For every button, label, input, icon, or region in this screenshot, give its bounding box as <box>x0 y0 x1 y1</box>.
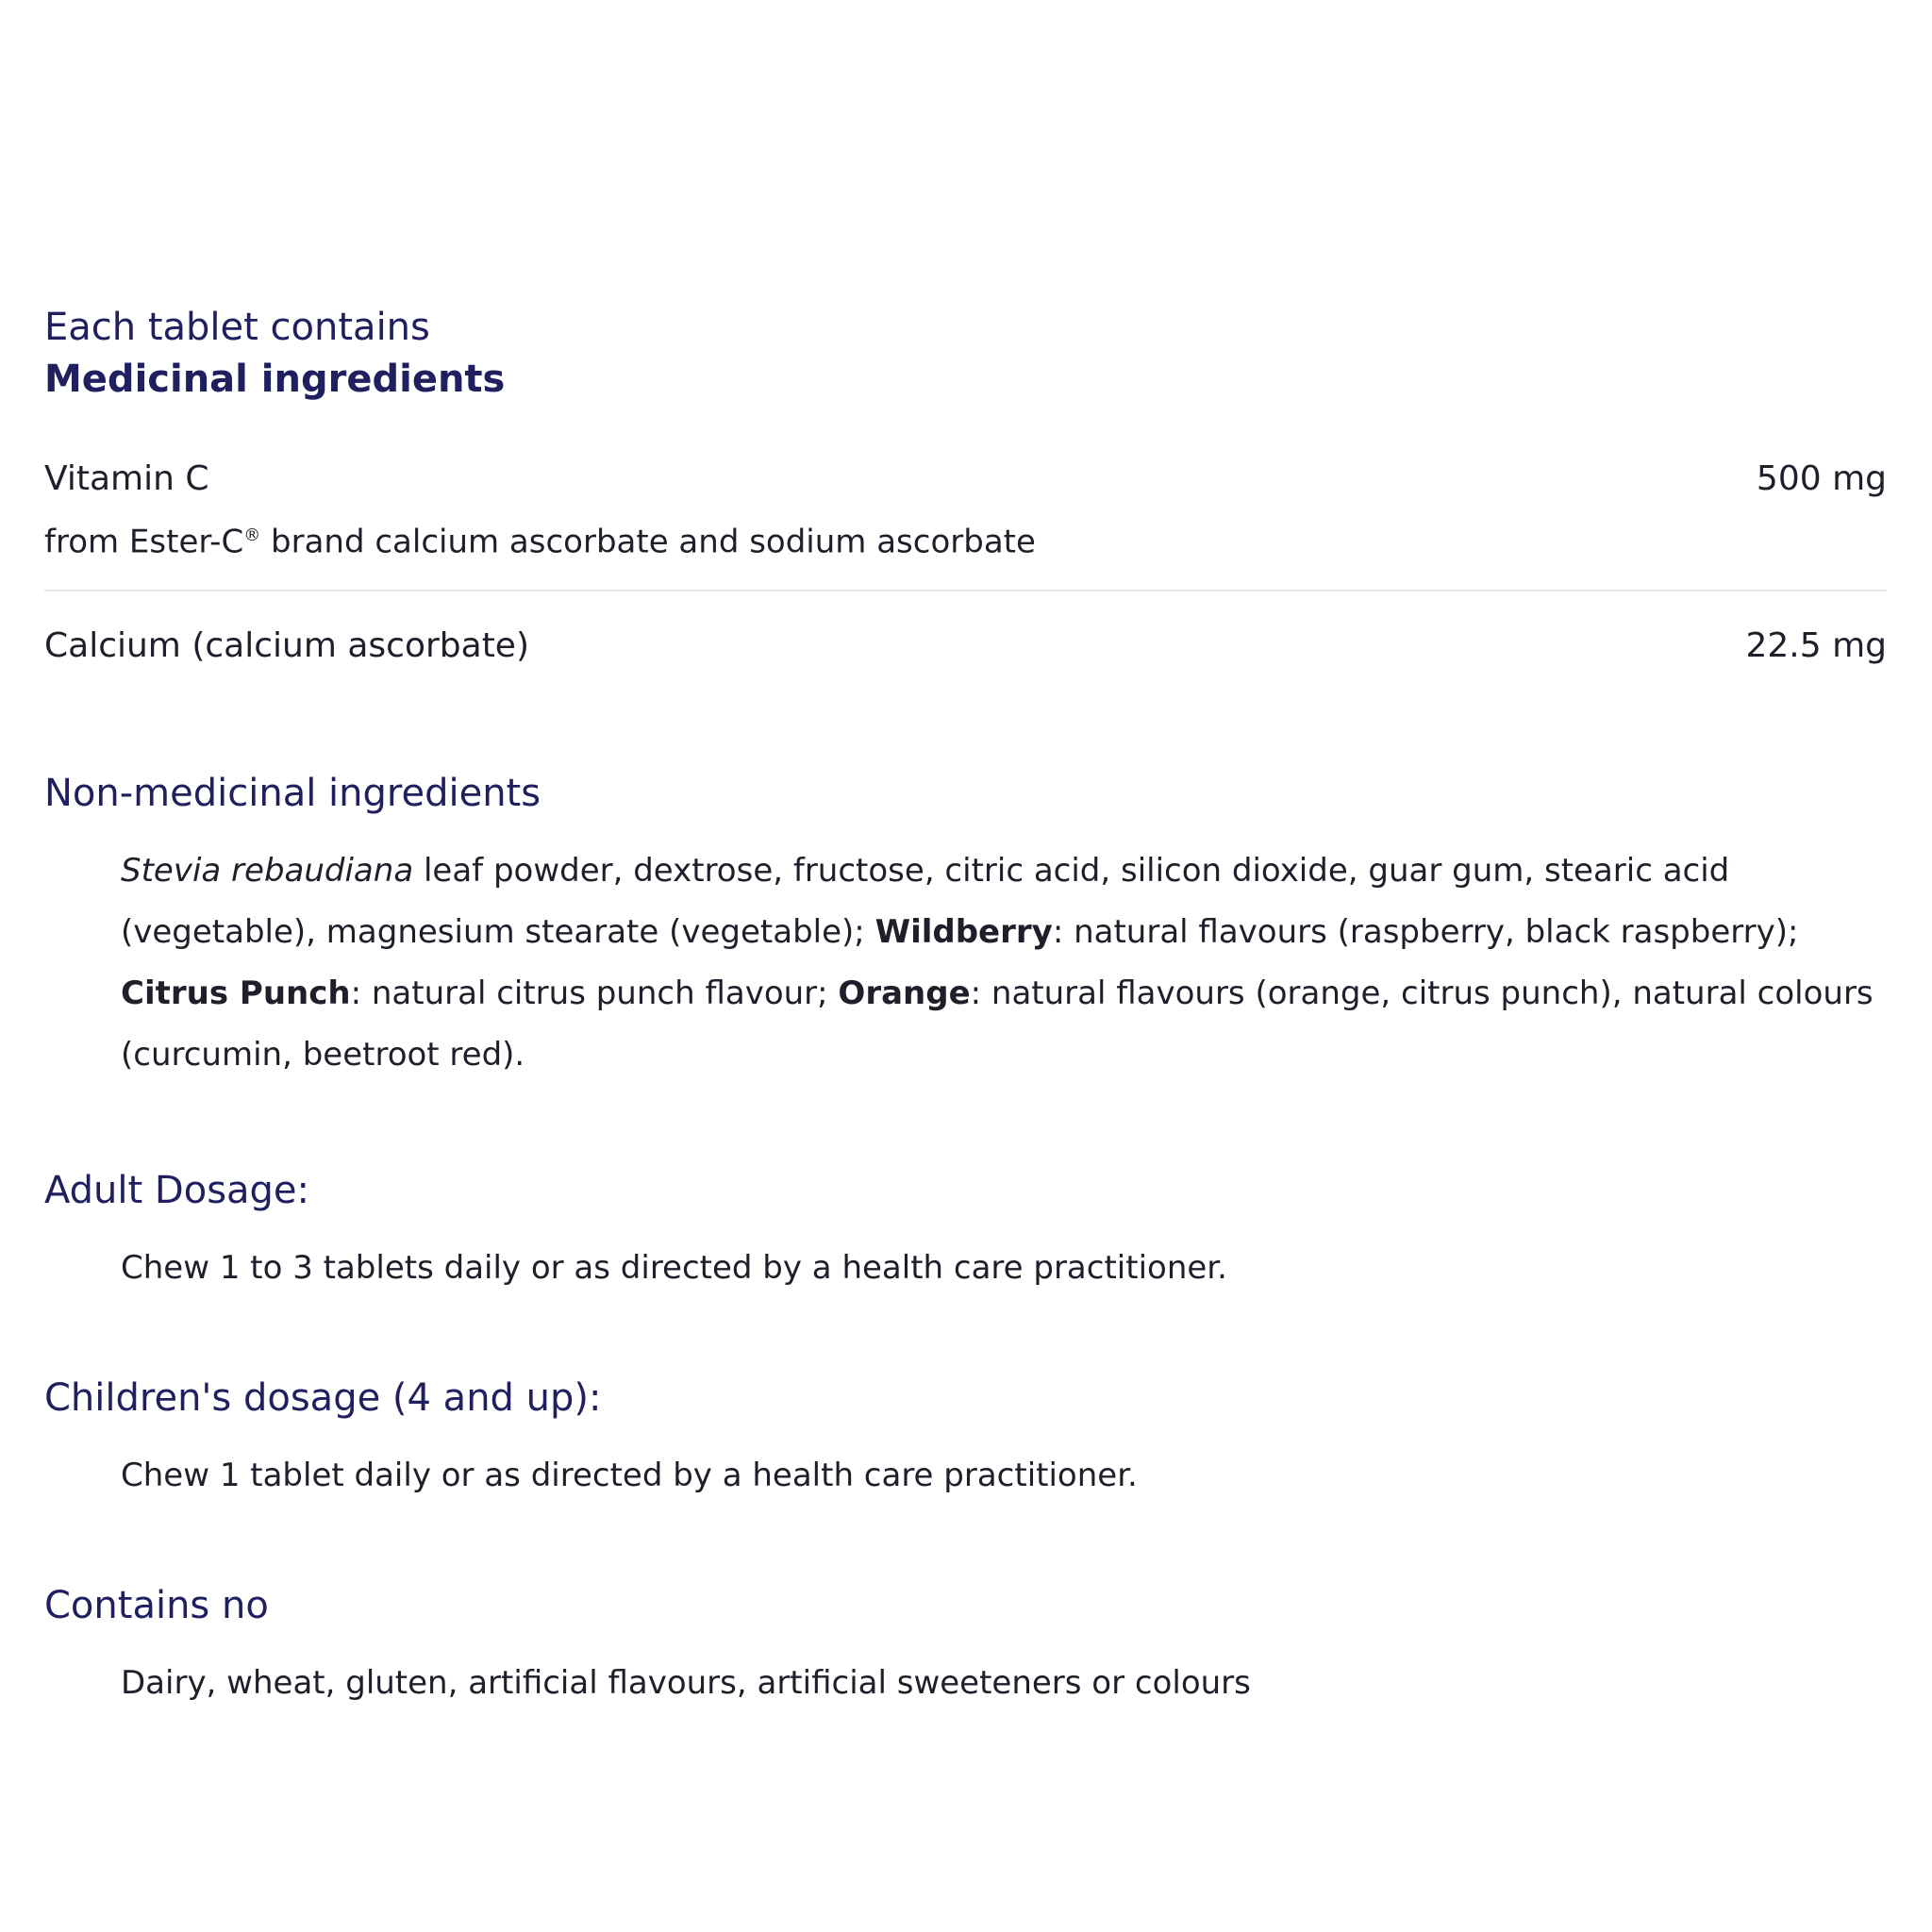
source-suffix: brand calcium ascorbate and sodium ascorbate <box>260 523 1036 561</box>
ingredient-row-vitamin-c <box>44 453 1887 505</box>
adult-dosage-section <box>44 1165 1887 1299</box>
children-dosage-section <box>44 1373 1887 1507</box>
ingredient-name: Calcium (calcium ascorbate) <box>44 626 530 666</box>
citrus-punch-label: Citrus Punch <box>121 974 351 1013</box>
wildberry-text: : natural flavours (raspberry, black raspberry); <box>1052 913 1799 952</box>
divider <box>44 590 1887 591</box>
adult-dosage-text: Chew 1 to 3 tablets daily or as directed by a health care practitioner. <box>121 1249 1227 1288</box>
contains-no-section <box>44 1580 1887 1714</box>
orange-text: : natural flavours (orange, citrus punch), natural colours (curcumin, beetroot red). <box>121 974 1874 1074</box>
ingredient-name: Vitamin C <box>44 459 209 498</box>
wildberry-label: Wildberry <box>874 913 1053 952</box>
product-info <box>44 302 1887 1714</box>
children-dosage-text: Chew 1 tablet daily or as directed by a health care practitioner. <box>121 1457 1138 1495</box>
source-prefix: from Ester-C <box>44 523 244 561</box>
non-medicinal-part1: leaf powder, dextrose, fructose, citric acid, silicon dioxide, guar gum, stearic acid (vegetable), magnesium stearate (vegetable); <box>121 852 1730 952</box>
adult-dosage-heading: Adult Dosage: <box>44 1169 310 1213</box>
non-medicinal-text <box>44 841 1887 1086</box>
contains-no-text: Dairy, wheat, gluten, artificial flavours, artificial sweeteners or colours <box>121 1664 1251 1703</box>
non-medicinal-section <box>44 768 1887 1086</box>
ingredient-amount: 500 mg <box>1756 459 1887 498</box>
citrus-punch-text: : natural citrus punch flavour; <box>350 974 839 1013</box>
orange-label: Orange <box>838 974 971 1013</box>
ingredient-amount: 22.5 mg <box>1745 626 1887 666</box>
medicinal-ingredients-heading: Medicinal ingredients <box>44 358 506 401</box>
each-tablet-heading: Each tablet contains <box>44 306 430 349</box>
stevia-name: Stevia rebaudiana <box>121 852 414 891</box>
non-medicinal-heading: Non-medicinal ingredients <box>44 772 541 816</box>
children-dosage-heading: Children's dosage (4 and up): <box>44 1376 602 1421</box>
ingredient-source <box>44 514 1887 563</box>
registered-mark: ® <box>243 525 261 545</box>
contains-no-heading: Contains no <box>44 1584 269 1628</box>
ingredient-row-calcium <box>44 620 1887 672</box>
